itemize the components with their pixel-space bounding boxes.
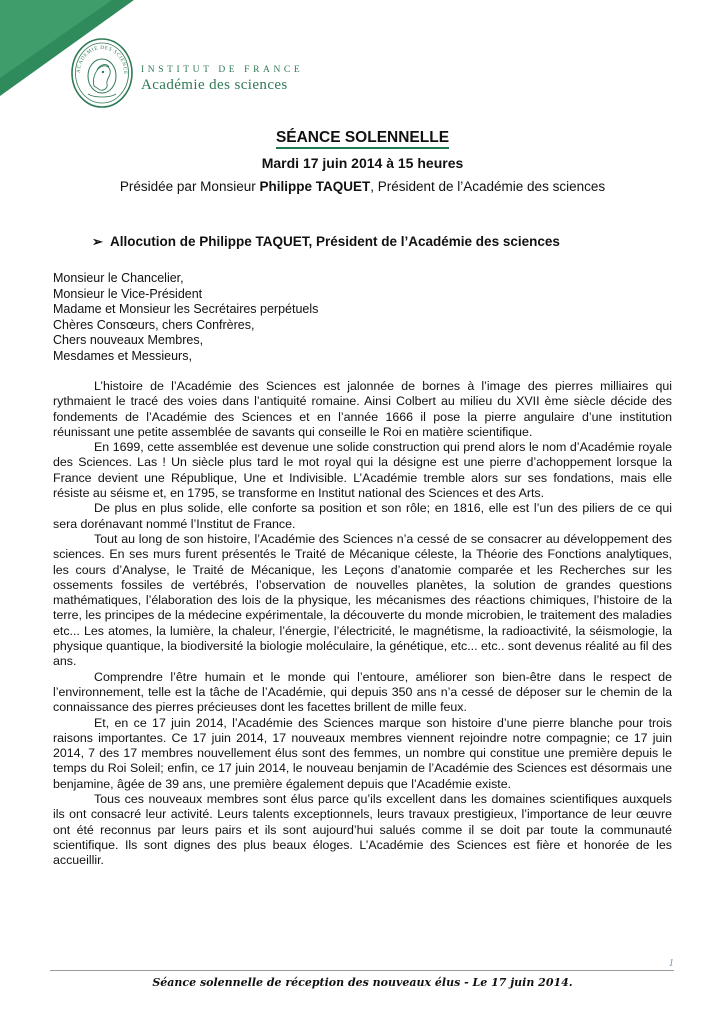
seal-text: ACADEMIE DES SCIENCE [75,44,129,75]
footer-divider [50,970,674,971]
president-name: Philippe TAQUET [259,179,371,194]
salutation-line: Madame et Monsieur les Secrétaires perpétuels [53,302,319,317]
salutation-block [53,271,318,365]
page-number: 1 [668,957,674,969]
academy-seal-logo [70,36,134,110]
salutation-line: Monsieur le Vice-Président [53,286,203,301]
body-paragraph: L’histoire de l’Académie des Sciences est jalonnée de bornes à l’image des pierres milliaires qui rythmaient le tracé des voies dans l’antiquité romaine. Ainsi Colbert au milieu du XVII ème siècle décide des fondements de l’Académie des Sciences et en l’année 1666 il pose la pierre angulaire d’une institution réunissant une petite assemblée de savants qui conseille le Roi en matière scientifique. [53,379,672,439]
svg-text:ACADEMIE DES SCIENCES [70,36,128,75]
arrow-bullet-icon: ➢ [92,234,103,249]
salutation-line: Monsieur le Chancelier, [53,271,184,285]
body-paragraph: Tous ces nouveaux membres sont élus parce qu’ils excellent dans les domaines scientifiques auxquels ils ont consacré leur activité. Leurs talents exceptionnels, leurs travaux prestigieux, l’importance de leur œuvre ont été reconnus par leurs pairs et ils sont aujourd’hui salués comme il se doit par toute la communauté scientifique. Ils sont dignes des plus beaux éloges. L’Académie des Sciences est fière et honorée de les accueillir. [53,792,672,868]
body-paragraph: Comprendre l’être humain et le monde qui l’entoure, améliorer son bien-être dans le respect de l’environnement, telle est la tâche de l’Académie, qui depuis 350 ans n’a cessé de déposer sur le chemin de la connaissance des pierres précieuses dont les facettes brillent de mille feux. [53,669,672,715]
academy-name: Académie des sciences [141,77,288,93]
allocution-heading-text: Allocution de Philippe TAQUET, Président de l’Académie des sciences [110,234,560,249]
presided-suffix: , Président de l’Académie des sciences [370,179,606,194]
institute-name: INSTITUT DE FRANCE [141,65,304,75]
allocution-heading [92,234,560,250]
body-paragraph: Et, en ce 17 juin 2014, l’Académie des Sciences marque son histoire d’une pierre blanche pour trois raisons importantes. Ce 17 juin 2014, 17 nouveaux membres viennent rejoindre notre compagnie; ce 17 juin 2014, 7 des 17 membres nouvellement élus sont des femmes, un nombre qui constitue une première depuis le temps du Roi Soleil; enfin, ce 17 juin 2014, le nouveau benjamin de l’Académie des Sciences est désormais une benjamine, âgée de 39 ans, une première également depuis que l’Académie existe. [53,715,672,791]
session-date: Mardi 17 juin 2014 à 15 heures [261,155,464,171]
footer-text: Séance solennelle de réception des nouveaux élus - Le 17 juin 2014. [152,976,573,989]
body-paragraph: De plus en plus solide, elle conforte sa position et son rôle; en 1816, elle est l’un des piliers de ce qui sera dorénavant nommé l’Institut de France. [53,501,672,531]
salutation-line: Chers nouveaux Membres, [53,333,204,348]
salutation-line: Chères Consœurs, chers Confrères, [53,317,255,332]
speech-body [53,379,672,869]
body-paragraph: Tout au long de son histoire, l’Académie des Sciences n’a cessé de se consacrer au développement des sciences. En ses murs furent présentés le Traité de Mécanique céleste, la Théorie des Fonctions analytiques, les cours d’Analyse, le Traité de Mécanique, les Leçons d’anatomie comparée et les Recherches sur les ossements fossiles de vertébrés, l’observation de nouvelles planètes, la solution de grandes questions mathématiques, l’élaboration des lois de la physique, les mécanismes des réactions chimiques, l’histoire de la terre, les principes de la médecine expérimentale, la découverte du monde microbien, le traitement des maladies etc... Les atomes, la lumière, la chaleur, l’énergie, l’électricité, le magnétisme, la radioactivité, la séismologie, la physique quantique, la biodiversité la biologie moléculaire, la génétique, etc... etc.. sont devenus réalité au fil des ans. [53,531,672,669]
salutation-line: Mesdames et Messieurs, [53,348,192,363]
page-title-text: SÉANCE SOLENNELLE [276,129,449,149]
body-paragraph: En 1699, cette assemblée est devenue une solide construction qui prend alors le nom d’Académie royale des Sciences. Las ! Un siècle plus tard le mot royal qui la désigne est une pierre d’achoppement lorsque la France devient une République, Une et Indivisible. L’Académie tremble alors sur ses fondations, mais elle résiste au séisme et, en 1795, se transforme en Institut national des Sciences et des Arts. [53,440,672,501]
page-title [0,129,725,147]
presided-line [0,179,725,194]
presided-prefix: Présidée par Monsieur [119,179,260,194]
